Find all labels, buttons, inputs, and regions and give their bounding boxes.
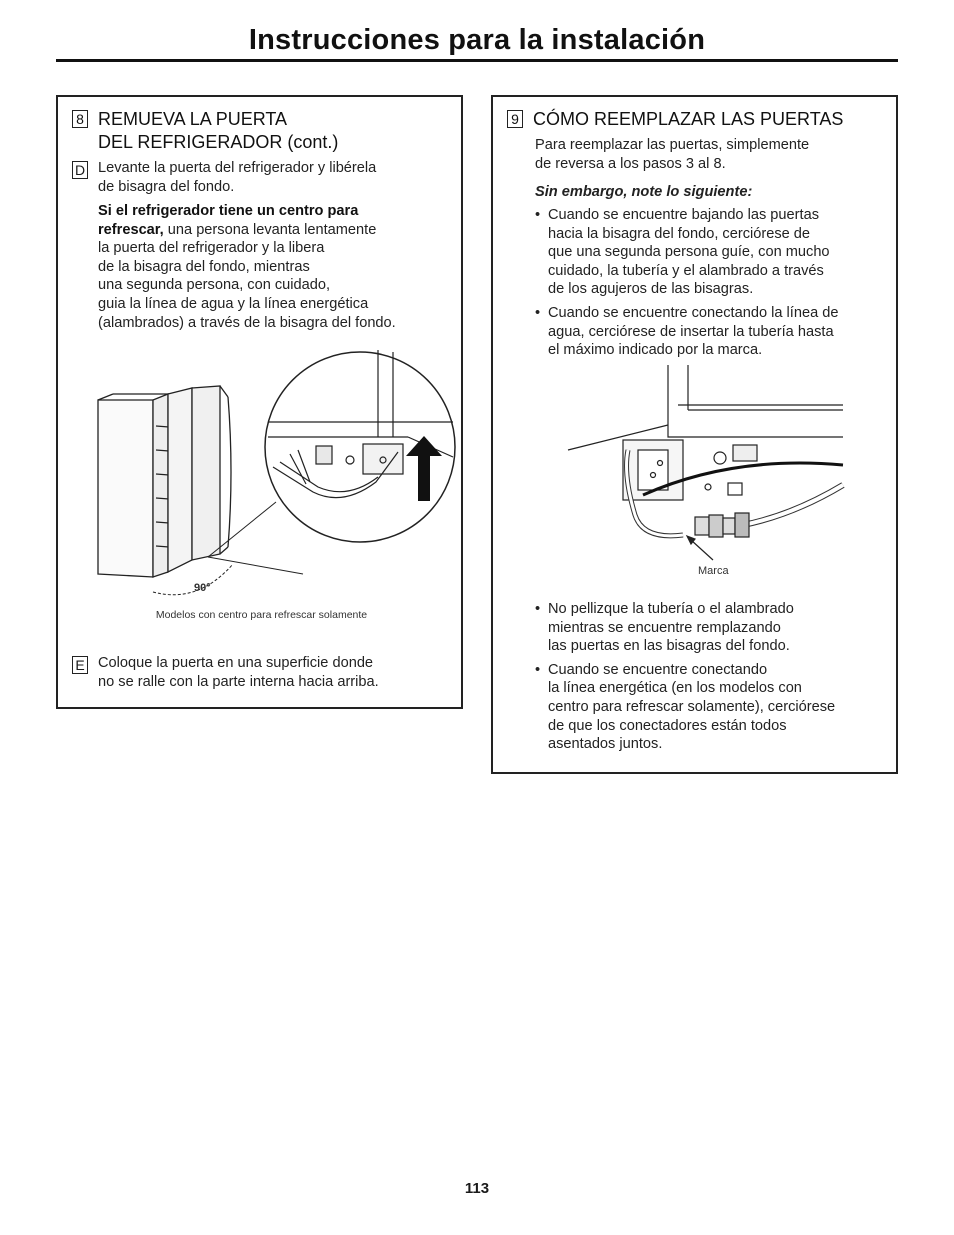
figure-caption: Modelos con centro para refrescar solamente bbox=[155, 609, 368, 621]
bold-text: refrescar, bbox=[98, 221, 164, 238]
text-line: que una segunda persona guíe, con mucho bbox=[548, 244, 830, 261]
text-line: centro para refrescar solamente), cerciórese bbox=[548, 698, 836, 715]
section-8-heading bbox=[72, 108, 452, 156]
text-line: • Cuando se encuentre conectando la línea de bbox=[548, 304, 839, 321]
text-line: Para reemplazar las puertas, simplemente bbox=[535, 137, 810, 153]
text-line: de los agujeros de las bisagras. bbox=[548, 281, 754, 298]
sub-step-e-text bbox=[98, 654, 458, 691]
text-line: Coloque la puerta en una superficie donde bbox=[98, 655, 374, 671]
bold-text: Si el refrigerador tiene un centro para bbox=[98, 203, 359, 219]
hinge-tubing-illustration bbox=[563, 365, 863, 565]
text-line: de bisagra del fondo. bbox=[98, 178, 235, 195]
text-line: • Cuando se encuentre bajando las puertas bbox=[548, 207, 819, 223]
text-line: hacia la bisagra del fondo, cerciórese de bbox=[548, 225, 811, 242]
text-span: una persona levanta lentamente bbox=[163, 221, 377, 238]
text-line: el máximo indicado por la marca. bbox=[548, 342, 763, 359]
bullet-list-bottom bbox=[535, 600, 885, 759]
text-line: guia la línea de agua y la línea energética bbox=[98, 295, 369, 312]
section-remove-door bbox=[56, 95, 463, 709]
heading-line-2: DEL REFRIGERADOR (cont.) bbox=[98, 132, 339, 152]
note-text: Sin embargo, note lo siguiente: bbox=[535, 184, 753, 200]
text-line: de reversa a los pasos 3 al 8. bbox=[535, 155, 726, 172]
text-line: no se ralle con la parte interna hacia arriba. bbox=[98, 673, 379, 690]
angle-label: 90° bbox=[194, 582, 211, 594]
mark-label: Marca bbox=[698, 565, 729, 577]
heading-text: CÓMO REEMPLAZAR LAS PUERTAS bbox=[533, 109, 844, 129]
title-rule bbox=[56, 59, 898, 62]
step-number-8: 8 bbox=[72, 110, 88, 128]
text-line: • Cuando se encuentre conectando bbox=[548, 661, 768, 678]
cooling-center-paragraph bbox=[98, 202, 458, 332]
sub-step-d-text bbox=[98, 159, 458, 196]
text-line: de que los conectadores están todos bbox=[548, 717, 787, 734]
refrigerator-door-illustration bbox=[58, 342, 458, 602]
list-item bbox=[535, 661, 885, 754]
text-line: mientras se encuentre remplazando bbox=[548, 619, 781, 636]
sub-step-d-letter: D bbox=[72, 161, 88, 179]
section-9-heading bbox=[507, 108, 887, 132]
text-line: (alambrados) a través de la bisagra del fondo. bbox=[98, 314, 396, 331]
step-number-9: 9 bbox=[507, 110, 523, 128]
text-line: • No pellizque la tubería o el alambrado bbox=[548, 601, 794, 617]
text-line: una segunda persona, con cuidado, bbox=[98, 277, 331, 294]
section-replace-doors bbox=[491, 95, 898, 774]
text-line: la línea energética (en los modelos con bbox=[548, 680, 802, 697]
text-line: asentados juntos. bbox=[548, 736, 663, 753]
text-line: de la bisagra del fondo, mientras bbox=[98, 258, 310, 275]
text-line: las puertas en las bisagras del fondo. bbox=[548, 638, 790, 655]
text-line: cuidado, la tubería y el alambrado a través bbox=[548, 262, 824, 279]
page-title: Instrucciones para la instalación bbox=[248, 24, 706, 56]
sub-step-e-letter: E bbox=[72, 656, 88, 674]
text-line: la puerta del refrigerador y la libera bbox=[98, 240, 325, 257]
heading-line-1: REMUEVA LA PUERTA bbox=[98, 109, 288, 129]
page-number: 113 bbox=[464, 1180, 490, 1197]
list-item bbox=[535, 206, 885, 299]
text-line: Levante la puerta del refrigerador y libérela bbox=[98, 160, 377, 176]
list-item bbox=[535, 600, 885, 656]
bullet-list-top bbox=[535, 206, 885, 365]
list-item bbox=[535, 304, 885, 360]
intro-text bbox=[535, 136, 885, 173]
text-line: agua, cerciórese de insertar la tubería hasta bbox=[548, 323, 834, 340]
